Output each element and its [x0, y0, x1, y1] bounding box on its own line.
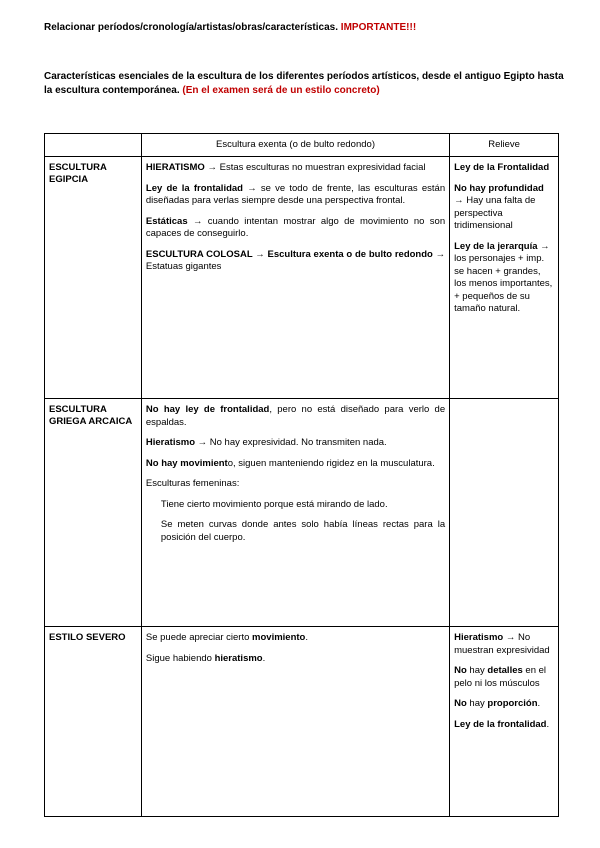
arcaica-movimiento: No hay movimiento, siguen manteniendo rigidez en la musculatura.	[145, 457, 435, 469]
severo-r-detalles: No hay detalles en el pelo ni los músculos	[454, 665, 547, 689]
egipcia-frontalidad: Ley de la frontalidad → se ve todo de frente, las esculturas están diseñadas para verlas siempre desde una perspectiva frontal.	[145, 182, 446, 206]
exenta-arcaica	[141, 399, 449, 627]
severo-movimiento: Se puede apreciar cierto movimiento.	[145, 632, 308, 643]
relieve-severo	[450, 627, 559, 817]
severo-hieratismo: Sigue habiendo hieratismo.	[145, 652, 266, 664]
period-severo: ESTILO SEVERO	[45, 627, 142, 817]
header-empty	[45, 134, 142, 157]
relieve-egipcia	[450, 157, 559, 399]
period-arcaica: ESCULTURA GRIEGA ARCAICA	[45, 399, 142, 627]
intro-paragraph	[44, 70, 564, 98]
relieve-profundidad: No hay profundidad → Hay una falta de perspectiva tridimensional	[454, 182, 544, 231]
row-severo	[45, 627, 559, 817]
header-title: Relacionar períodos/cronología/artistas/obras/características.	[44, 22, 339, 33]
severo-r-proporcion: No hay proporción.	[454, 698, 541, 709]
header-exenta: Escultura exenta (o de bulto redondo)	[141, 134, 449, 157]
header-line	[44, 22, 416, 33]
arcaica-frontalidad: No hay ley de frontalidad, pero no está diseñado para verlo de espaldas.	[145, 404, 446, 428]
table-header-row	[45, 134, 559, 157]
arcaica-femeninas-1: Tiene cierto movimiento porque está mirando de lado.	[160, 498, 388, 510]
intro-text: Características esenciales de la escultura de los diferentes períodos artísticos, desde el antiguo Egipto hasta la escultura contemporánea.	[44, 71, 564, 96]
header-relieve: Relieve	[450, 134, 559, 157]
arcaica-hieratismo: Hieratismo → No hay expresividad. No transmiten nada.	[145, 437, 387, 448]
row-arcaica	[45, 399, 559, 627]
period-egipcia: ESCULTURA EGIPCIA	[45, 157, 142, 399]
egipcia-hieratismo: HIERATISMO → Estas esculturas no muestran expresividad facial	[145, 162, 426, 173]
arcaica-femeninas-2: Se meten curvas donde antes solo había líneas rectas para la posición del cuerpo.	[160, 519, 446, 543]
relieve-arcaica	[450, 399, 559, 627]
important-label: IMPORTANTE!!!	[340, 22, 417, 33]
severo-r-frontalidad: Ley de la frontalidad.	[454, 718, 550, 730]
egipcia-colosal: ESCULTURA COLOSAL → Escultura exenta o de bulto redondo → Estatuas gigantes	[145, 248, 446, 272]
arcaica-femeninas: Esculturas femeninas:	[145, 478, 240, 489]
comparison-table	[44, 133, 559, 817]
row-egipcia	[45, 157, 559, 399]
exenta-severo	[141, 627, 449, 817]
exenta-egipcia	[141, 157, 449, 399]
severo-r-hieratismo: Hieratismo → No muestran expresividad	[454, 632, 550, 656]
relieve-jerarquia: Ley de la jerarquía → los personajes + imp. se hacen + grandes, los menos importantes, + pequeños de su tamaño natural.	[454, 240, 553, 314]
intro-note: (En el examen será de un estilo concreto)	[182, 85, 380, 96]
relieve-frontalidad: Ley de la Frontalidad	[454, 162, 550, 173]
egipcia-estaticas: Estáticas → cuando intentan mostrar algo de movimiento no son capaces de conseguirlo.	[145, 215, 446, 239]
